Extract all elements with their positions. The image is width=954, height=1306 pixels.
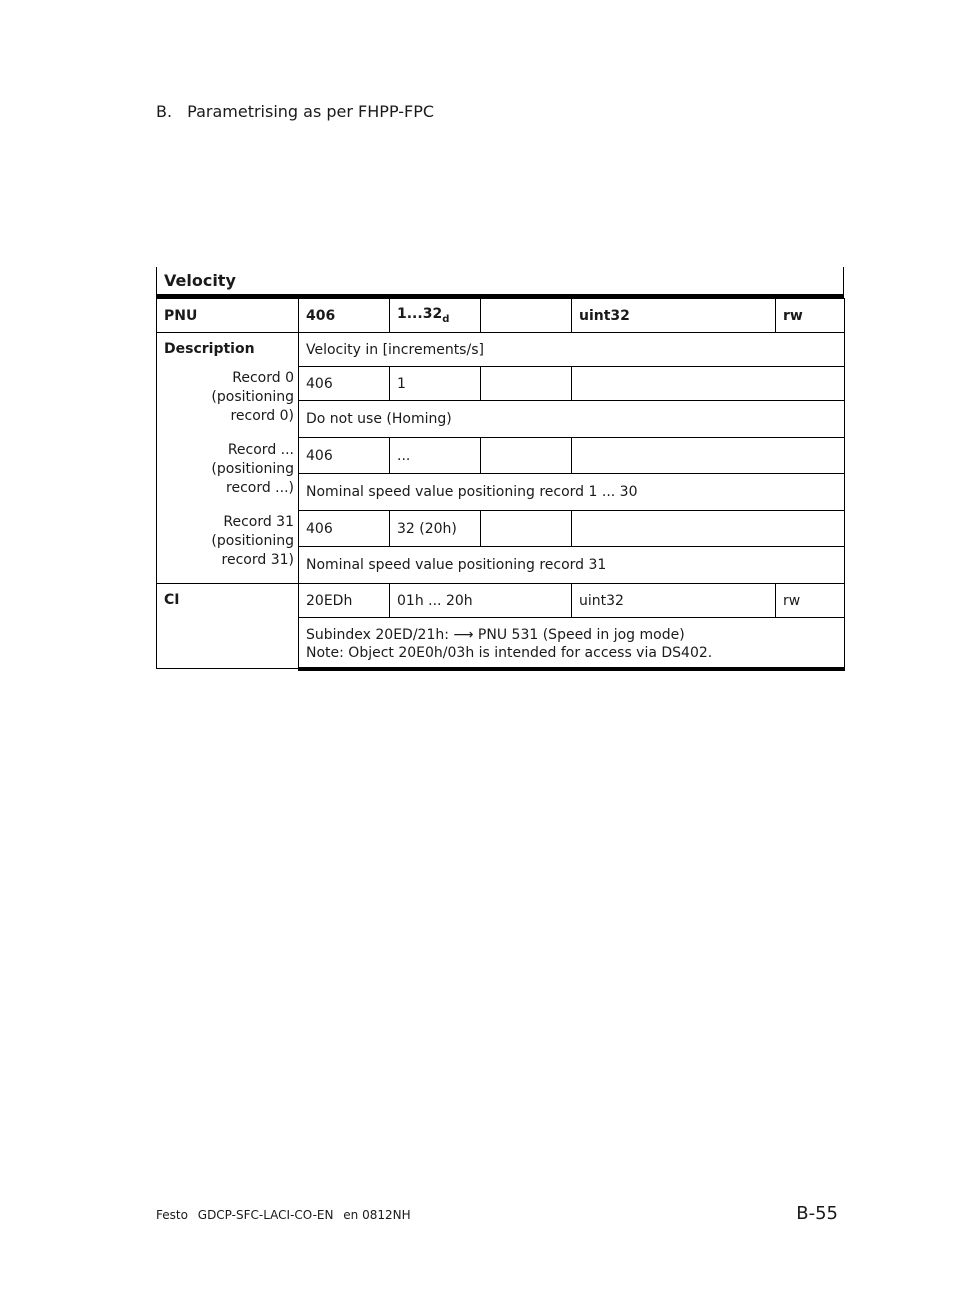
ci-row <box>157 584 845 618</box>
pnu-subindex <box>390 299 481 333</box>
page-footer <box>156 1208 417 1222</box>
pnu-subindex-base: 1...32 <box>397 306 443 323</box>
pnu-type: uint32 <box>572 299 776 333</box>
record-0-sub: 1 <box>390 367 481 401</box>
record-31-line1: Record 31 <box>223 514 294 530</box>
record-mid-label <box>164 441 294 498</box>
ci-label-cell <box>157 584 299 669</box>
ci-note-line2: Note: Object 20E0h/03h is intended for access via DS402. <box>306 645 713 661</box>
record-31-line3: record 31) <box>221 552 294 568</box>
record-0-empty <box>481 367 572 401</box>
pnu-number: 406 <box>299 299 390 333</box>
pnu-label: PNU <box>157 299 299 333</box>
record-31-text: Nominal speed value positioning record 31 <box>299 547 845 584</box>
record-0-label <box>164 369 294 426</box>
ci-subindex: 01h ... 20h <box>390 584 572 618</box>
ci-type: uint32 <box>572 584 776 618</box>
record-mid-pnu: 406 <box>299 438 390 474</box>
page-header <box>156 102 434 121</box>
pnu-row <box>157 299 845 333</box>
footer-doc-id: GDCP-SFC-LACI-CO-EN <box>197 1208 334 1222</box>
record-0-line3: record 0) <box>230 408 294 424</box>
record-0-line1: Record 0 <box>232 370 294 386</box>
record-0-empty-wide <box>572 367 845 401</box>
record-mid-line2: (positioning <box>211 461 294 477</box>
pnu-empty-cell <box>481 299 572 333</box>
ci-access: rw <box>776 584 845 618</box>
record-mid-empty-wide <box>572 438 845 474</box>
description-label-cell <box>157 333 299 584</box>
description-row <box>157 333 845 367</box>
record-31-empty <box>481 511 572 547</box>
parameter-grid <box>156 298 845 671</box>
table-title: Velocity <box>156 267 844 298</box>
record-31-empty-wide <box>572 511 845 547</box>
footer-brand: Festo <box>156 1208 188 1222</box>
record-0-pnu: 406 <box>299 367 390 401</box>
record-0-line2: (positioning <box>211 389 294 405</box>
record-mid-text: Nominal speed value positioning record 1 ... 30 <box>299 474 845 511</box>
pnu-access: rw <box>776 299 845 333</box>
ci-note-line1: Subindex 20ED/21h: ⟶ PNU 531 (Speed in jog mode) <box>306 627 685 643</box>
record-mid-sub: ... <box>390 438 481 474</box>
ci-index: 20EDh <box>299 584 390 618</box>
description-label: Description <box>164 341 255 357</box>
ci-label: CI <box>164 592 180 608</box>
record-mid-line1: Record ... <box>227 442 294 458</box>
record-31-label <box>164 513 294 570</box>
record-31-sub: 32 (20h) <box>390 511 481 547</box>
record-31-pnu: 406 <box>299 511 390 547</box>
footer-edition: en 0812NH <box>343 1208 411 1222</box>
record-mid-empty <box>481 438 572 474</box>
description-text: Velocity in [increments/s] <box>299 333 845 367</box>
record-mid-line3: record ...) <box>226 480 294 496</box>
pnu-subindex-suffix: d <box>442 313 450 325</box>
page-number: B-55 <box>796 1203 838 1224</box>
ci-note <box>299 618 845 669</box>
parameter-table <box>156 267 844 671</box>
record-31-line2: (positioning <box>211 533 294 549</box>
section-title: Parametrising as per FHPP-FPC <box>187 102 435 121</box>
record-0-text: Do not use (Homing) <box>299 401 845 438</box>
section-number: B. <box>156 102 173 121</box>
